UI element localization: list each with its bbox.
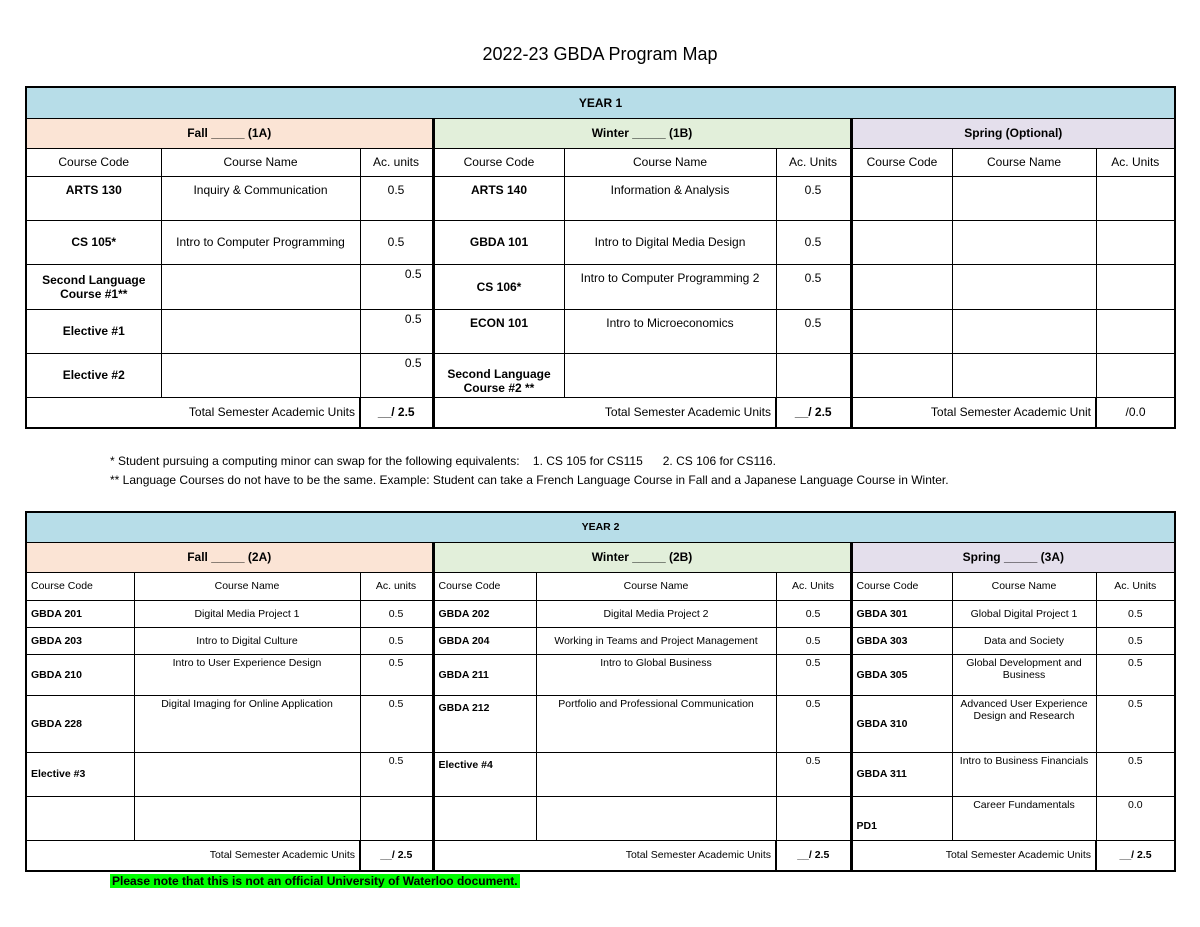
header-units: Ac. units [360,572,433,600]
course-name: Intro to Digital Media Design [564,220,776,264]
total-units-label: Total Semester Academic Unit [851,397,1096,428]
course-units [776,353,851,397]
course-name: Intro to Global Business [536,654,776,695]
course-code: GBDA 202 [433,600,536,627]
course-units: 0.5 [360,264,433,309]
course-code [433,796,536,840]
course-units: 0.5 [776,264,851,309]
course-code: Elective #1 [26,309,161,353]
semester-1b-label: Winter _____ (1B) [433,118,851,148]
course-name [161,264,360,309]
course-code [851,264,952,309]
course-units [1096,264,1175,309]
course-units: 0.0 [1096,796,1175,840]
course-units: 0.5 [776,600,851,627]
page-title: 2022-23 GBDA Program Map [482,44,718,64]
total-units-value: /0.0 [1096,397,1175,428]
footnotes [110,452,949,490]
total-units-value: __/ 2.5 [1096,840,1175,871]
course-name: Intro to Computer Programming 2 [564,264,776,309]
course-units: 0.5 [360,309,433,353]
table-row [26,353,1175,397]
course-name [161,309,360,353]
semester-3a-label: Spring _____ (3A) [851,542,1175,572]
year-2-label: YEAR 2 [26,512,1175,542]
course-code: Second Language Course #1** [26,264,161,309]
course-code [851,176,952,220]
course-code: GBDA 305 [851,654,952,695]
course-units: 0.5 [360,654,433,695]
total-units-label: Total Semester Academic Units [433,397,776,428]
course-code: GBDA 204 [433,627,536,654]
course-units: 0.5 [776,752,851,796]
course-name: Intro to Digital Culture [134,627,360,654]
header-course-name: Course Name [564,148,776,176]
header-course-code: Course Code [433,572,536,600]
course-code: ECON 101 [433,309,564,353]
header-course-name: Course Name [952,148,1096,176]
table-row [26,309,1175,353]
course-name: Information & Analysis [564,176,776,220]
course-name: Digital Imaging for Online Application [134,695,360,752]
course-units: 0.5 [360,353,433,397]
course-name: Digital Media Project 2 [536,600,776,627]
course-units: 0.5 [1096,600,1175,627]
course-name [952,176,1096,220]
course-code: Elective #2 [26,353,161,397]
course-code: Elective #3 [26,752,134,796]
table-row [26,796,1175,840]
course-name: Career Fundamentals [952,796,1096,840]
course-code: ARTS 130 [26,176,161,220]
course-name: Intro to Microeconomics [564,309,776,353]
course-name [952,220,1096,264]
header-course-code: Course Code [26,572,134,600]
header-course-name: Course Name [536,572,776,600]
course-name [564,353,776,397]
course-code: GBDA 201 [26,600,134,627]
table-row [26,627,1175,654]
course-name: Global Development and Business [952,654,1096,695]
course-units [1096,353,1175,397]
course-name [952,264,1096,309]
course-code: GBDA 210 [26,654,134,695]
year-1-label: YEAR 1 [26,87,1175,118]
year-2-table [25,511,1176,872]
course-name [952,309,1096,353]
header-course-name: Course Name [161,148,360,176]
course-units: 0.5 [360,752,433,796]
table-row [26,220,1175,264]
total-units-label: Total Semester Academic Units [26,397,360,428]
header-course-code: Course Code [851,572,952,600]
course-units [360,796,433,840]
header-units: Ac. units [360,148,433,176]
course-name: Digital Media Project 1 [134,600,360,627]
course-code [851,220,952,264]
course-units: 0.5 [1096,627,1175,654]
course-code: GBDA 203 [26,627,134,654]
course-code: Second Language Course #2 ** [433,353,564,397]
course-name: Global Digital Project 1 [952,600,1096,627]
course-units: 0.5 [776,176,851,220]
course-name: Data and Society [952,627,1096,654]
totals-row [26,397,1175,428]
header-course-name: Course Name [134,572,360,600]
course-name: Intro to User Experience Design [134,654,360,695]
course-units: 0.5 [1096,654,1175,695]
course-units: 0.5 [1096,752,1175,796]
header-course-code: Course Code [433,148,564,176]
course-code: Elective #4 [433,752,536,796]
total-units-value: __/ 2.5 [776,840,851,871]
table-row [26,264,1175,309]
course-name [161,353,360,397]
course-name: Working in Teams and Project Management [536,627,776,654]
year-1-table [25,86,1176,429]
course-units: 0.5 [776,695,851,752]
total-units-label: Total Semester Academic Units [851,840,1096,871]
course-code: GBDA 211 [433,654,536,695]
course-code: GBDA 228 [26,695,134,752]
course-units [1096,220,1175,264]
course-units [1096,176,1175,220]
course-name [134,796,360,840]
total-units-label: Total Semester Academic Units [26,840,360,871]
header-units: Ac. Units [776,572,851,600]
unofficial-disclaimer: Please note that this is not an official University of Waterloo document. [112,874,518,888]
course-code [851,353,952,397]
total-units-value: __/ 2.5 [776,397,851,428]
course-units: 0.5 [360,176,433,220]
course-code: ARTS 140 [433,176,564,220]
course-code: GBDA 311 [851,752,952,796]
total-units-value: __/ 2.5 [360,397,433,428]
course-code: GBDA 212 [433,695,536,752]
course-units: 0.5 [776,654,851,695]
course-code [851,309,952,353]
header-units: Ac. Units [1096,572,1175,600]
course-code: GBDA 303 [851,627,952,654]
course-name [952,353,1096,397]
semester-spring-label: Spring (Optional) [851,118,1175,148]
course-name [536,796,776,840]
table-row [26,695,1175,752]
course-units: 0.5 [360,627,433,654]
course-units: 0.5 [776,220,851,264]
table-row [26,752,1175,796]
course-code: PD1 [851,796,952,840]
totals-row [26,840,1175,871]
course-code: CS 105* [26,220,161,264]
header-units: Ac. Units [1096,148,1175,176]
course-name [134,752,360,796]
course-name: Advanced User Experience Design and Research [952,695,1096,752]
course-units: 0.5 [360,220,433,264]
header-course-code: Course Code [26,148,161,176]
total-units-label: Total Semester Academic Units [433,840,776,871]
semester-1a-label: Fall _____ (1A) [26,118,433,148]
footnote-language-courses: ** Language Courses do not have to be the same. Example: Student can take a French Language Course in Fall and a Japanese Language Course in Winter. [110,473,949,487]
total-units-value: __/ 2.5 [360,840,433,871]
course-name: Intro to Computer Programming [161,220,360,264]
table-row [26,600,1175,627]
course-units [1096,309,1175,353]
column-headers [26,572,1175,600]
course-code [26,796,134,840]
course-name: Portfolio and Professional Communication [536,695,776,752]
course-code: GBDA 301 [851,600,952,627]
header-units: Ac. Units [776,148,851,176]
table-row [26,176,1175,220]
course-units: 0.5 [360,695,433,752]
semester-2a-label: Fall _____ (2A) [26,542,433,572]
footnote-computing-minor: * Student pursuing a computing minor can swap for the following equivalents: 1. CS 105 for CS115 2. CS 106 for CS116. [110,454,776,468]
column-headers [26,148,1175,176]
course-units: 0.5 [776,309,851,353]
course-code: GBDA 101 [433,220,564,264]
course-units: 0.5 [1096,695,1175,752]
course-code: CS 106* [433,264,564,309]
course-name [536,752,776,796]
header-course-code: Course Code [851,148,952,176]
semester-2b-label: Winter _____ (2B) [433,542,851,572]
course-units: 0.5 [360,600,433,627]
course-name: Intro to Business Financials [952,752,1096,796]
course-name: Inquiry & Communication [161,176,360,220]
course-code: GBDA 310 [851,695,952,752]
course-units [776,796,851,840]
table-row [26,654,1175,695]
header-course-name: Course Name [952,572,1096,600]
course-units: 0.5 [776,627,851,654]
